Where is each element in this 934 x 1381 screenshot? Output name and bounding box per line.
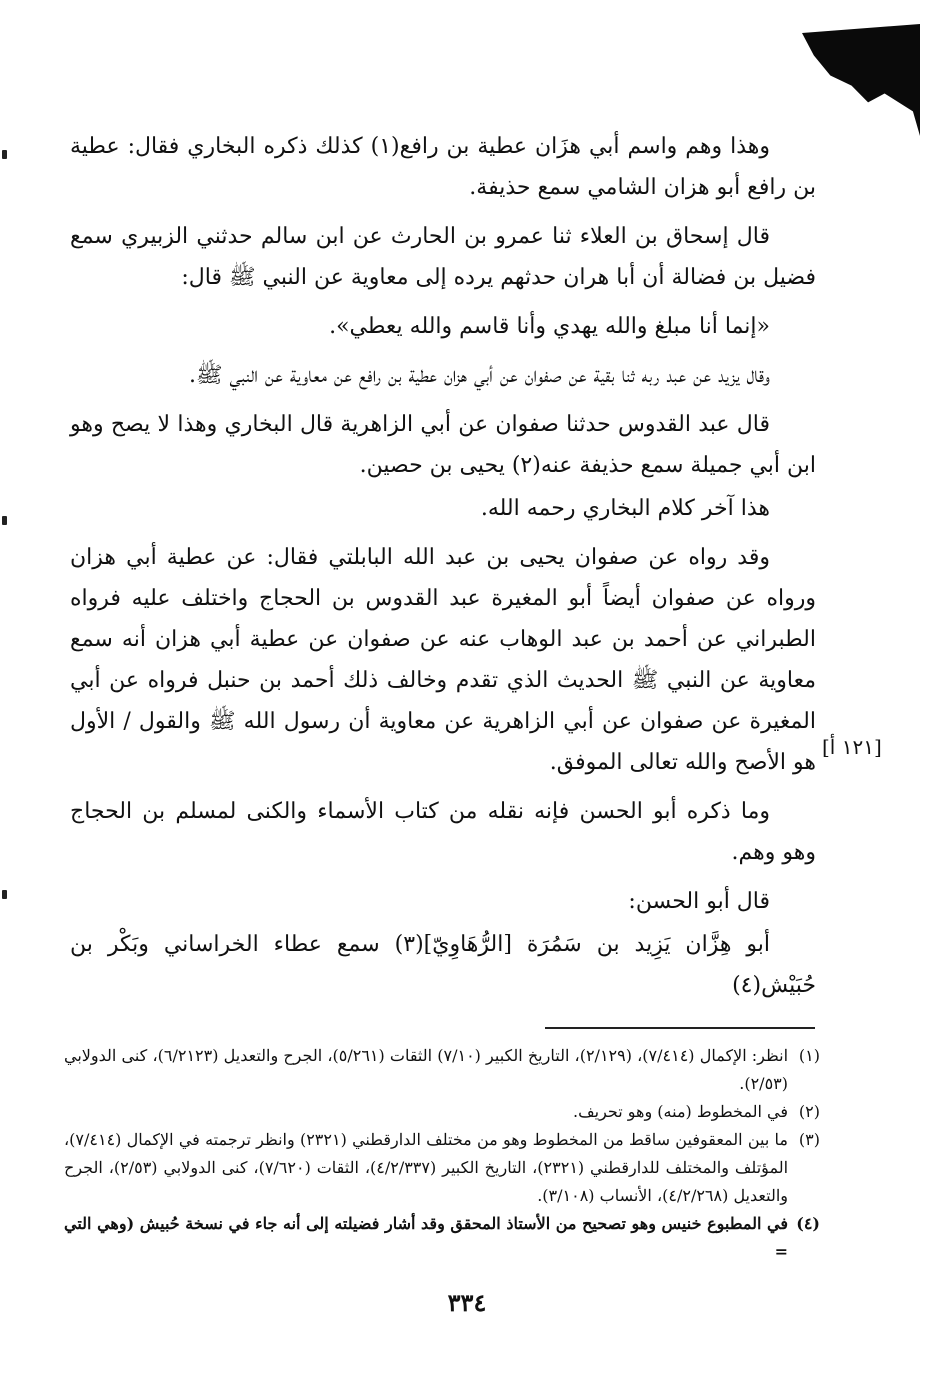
paragraph: وقد رواه عن صفوان يحيى بن عبد الله البابلتي فقال: عن عطية أبي هزان ورواه عن صفوان أيضاً أبو المغيرة عبد القدوس بن الحجاج واختلف عليه فرواه الطبراني عن أحمد بن عبد الوهاب عنه عن صفوان عن عطية أبي هزان أنه سمع معاوية عن النبي ﷺ الحديث الذي تقدم وخالف ذلك أحمد بن حنبل فرواه عن أبي المغيرة عن صفوان عن أبي الزاهرية عن معاوية أن رسول الله ﷺ والقول / الأول هو الأصح والله تعالى الموفق. bbox=[70, 545, 816, 775]
footnote-number: (٣) bbox=[798, 1130, 820, 1149]
paragraph: قال إسحاق بن العلاء ثنا عمرو بن الحارث عن ابن سالم حدثني الزبيري سمع فضيل بن فضالة أن أبا هران حدثهم يرده إلى معاوية عن النبي ﷺ قال: bbox=[70, 224, 816, 290]
paragraph: أبو هِزَّان يَزِيد بن سَمُرَة [الرُّهَاوِيّ](٣) سمع عطاء الخراساني وبَكْر بن حُبَيْش(٤) bbox=[70, 932, 816, 998]
page-number: ٣٣٤ bbox=[447, 1288, 487, 1317]
footnote-number: (٢) bbox=[798, 1102, 820, 1121]
footnotes bbox=[64, 1042, 820, 1266]
manuscript-folio-marker: [١٢١ أ] bbox=[822, 735, 882, 759]
main-text bbox=[70, 126, 816, 1014]
paragraph: قال أبو الحسن: bbox=[628, 889, 770, 914]
footnote-text: انظر: الإكمال (٧/٤١٤)، (٢/١٢٩)، التاريخ الكبير (٧/١٠) الثقات (٥/٢٦١)، الجرح والتعديل (٦/٢١٢٣)، كنى الدولابي (٢/٥٣). bbox=[64, 1046, 789, 1093]
scan-edge-mark bbox=[2, 516, 7, 525]
footnote-number: (١) bbox=[798, 1046, 820, 1065]
footnote-text: في المطبوع خنيس وهو تصحيح من الأستاذ المحقق وقد أشار فضيلته إلى أنه جاء في نسخة حُبيش (وهي التي = bbox=[64, 1214, 788, 1261]
footnote-text: في المخطوط (منه) وهو تحريف. bbox=[572, 1102, 788, 1121]
paragraph: وما ذكره أبو الحسن فإنه نقله من كتاب الأسماء والكنى لمسلم بن الحجاج وهو وهم. bbox=[70, 799, 816, 865]
paragraph: قال عبد القدوس حدثنا صفوان عن أبي الزاهرية قال البخاري وهذا لا يصح وهو ابن أبي جميلة سمع حذيفة عنه(٢) يحيى بن حصين. bbox=[70, 412, 816, 478]
scan-edge-mark bbox=[2, 890, 7, 899]
paragraph: وقال يزيد عن عبد ربه ثنا بقية عن صفوان عن أبي هزان عطية بن رافع عن معاوية عن النبي ﷺ. bbox=[188, 363, 770, 388]
paragraph: وهذا وهم واسم أبي هزَان عطية بن رافع(١) كذلك ذكره البخاري فقال: عطية بن رافع أبو هزان الشامي سمع حذيفة. bbox=[70, 134, 816, 200]
footnote bbox=[64, 1126, 820, 1210]
footnote bbox=[64, 1210, 820, 1266]
footnote-number: (٤) bbox=[796, 1214, 820, 1233]
paragraph: هذا آخر كلام البخاري رحمه الله. bbox=[480, 496, 770, 521]
paragraph: «إنما أنا مبلغ والله يهدي وأنا قاسم والله يعطي». bbox=[329, 314, 770, 339]
footnote-text: ما بين المعقوفين ساقط من المخطوط وهو من مختلف الدارقطني (٢٣٢١) وانظر ترجمته في الإكمال (٧/٤١٤)، المؤتلف والمختلف للدارقطني (٢٣٢١)، التاريخ الكبير (٤/٢/٣٣٧)، الثقات (٧/٦٢٠)، كنى الدولابي (٢/٥٣)، الجرح والتعديل (٤/٢/٢٦٨)، الأنساب (٣/١٠٨). bbox=[64, 1130, 789, 1205]
footnote bbox=[64, 1042, 820, 1098]
footnote-separator bbox=[545, 1027, 815, 1029]
scan-corner-shadow bbox=[802, 24, 920, 136]
footnote bbox=[64, 1098, 820, 1126]
scan-edge-mark bbox=[2, 150, 7, 159]
